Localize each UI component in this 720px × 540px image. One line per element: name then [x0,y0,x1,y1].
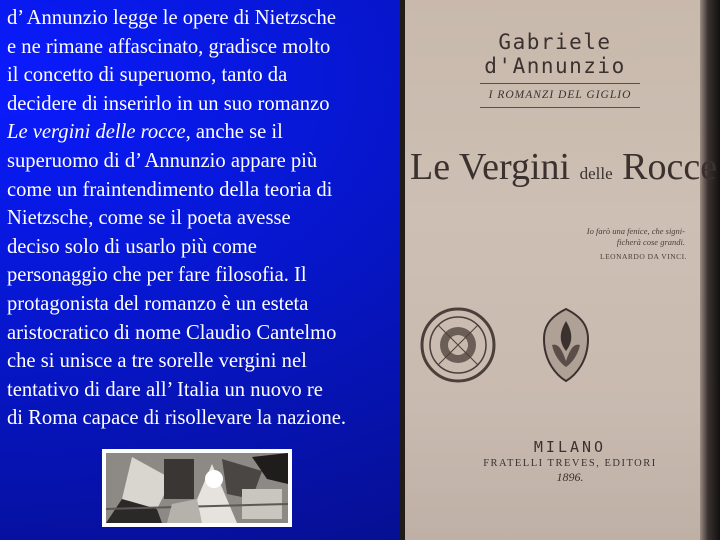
body-paragraph [7,4,405,433]
cover-author: Gabriele d'Annunzio [484,30,626,78]
book-spine-edge [700,0,720,540]
text-line-13: che si unisce a tre sorelle vergini nel [7,350,307,373]
text-line-9: deciso solo di usarlo più come [7,235,257,258]
text-line-7: come un fraintendimento della teoria di [7,178,333,201]
cover-title-part2: delle [579,164,613,183]
text-line-14: tentativo di dare all’ Italia un nuovo re [7,378,323,401]
publisher-seal-emblem [418,305,498,385]
cover-year: 1896. [556,470,584,484]
cover-epigraph [540,226,685,248]
text-line-8: Nietzsche, come se il poeta avesse [7,207,291,230]
cover-epigraph-credit: LEONARDO DA VINCI. [600,252,687,261]
cover-epigraph-line1: Io farò una fenice, che signi- [586,226,685,236]
cover-rule-top [480,83,640,84]
text-line-15: di Roma capace di risollevare la nazione. [7,407,347,430]
text-after-title: , anche se il [185,121,283,144]
text-line-12: aristocratico di nome Claudio Cantelmo [7,321,337,344]
cover-epigraph-line2: ficherà cose grandi. [616,237,685,247]
cover-title-part1: Le Vergini [410,146,571,188]
cover-title [410,145,718,205]
text-line-10: personaggio che per fare filosofia. Il [7,264,307,287]
novel-title-italic: Le vergini delle rocce [7,121,186,144]
cover-city: MILANO [533,438,607,456]
text-line-1: d’ Annunzio legge le opere di Nietzsche [7,7,336,29]
text-line-3: il concetto di superuomo, tanto da [7,64,288,87]
cover-rule-bottom [480,107,640,108]
lily-crest-emblem [538,305,594,385]
text-line-11: protagonista del romanzo è un esteta [7,292,309,315]
guernica-thumbnail-image [102,449,292,527]
text-line-2: e ne rimane affascinato, gradisce molto [7,35,331,58]
text-line-4: decidere di inserirlo in un suo romanzo [7,92,330,115]
cover-title-part3: Rocce [622,146,718,188]
cover-publisher: FRATELLI TREVES, EDITORI [483,458,657,469]
text-line-6: superuomo di d’ Annunzio appare più [7,149,318,172]
cover-series: I ROMANZI DEL GIGLIO [488,89,632,101]
